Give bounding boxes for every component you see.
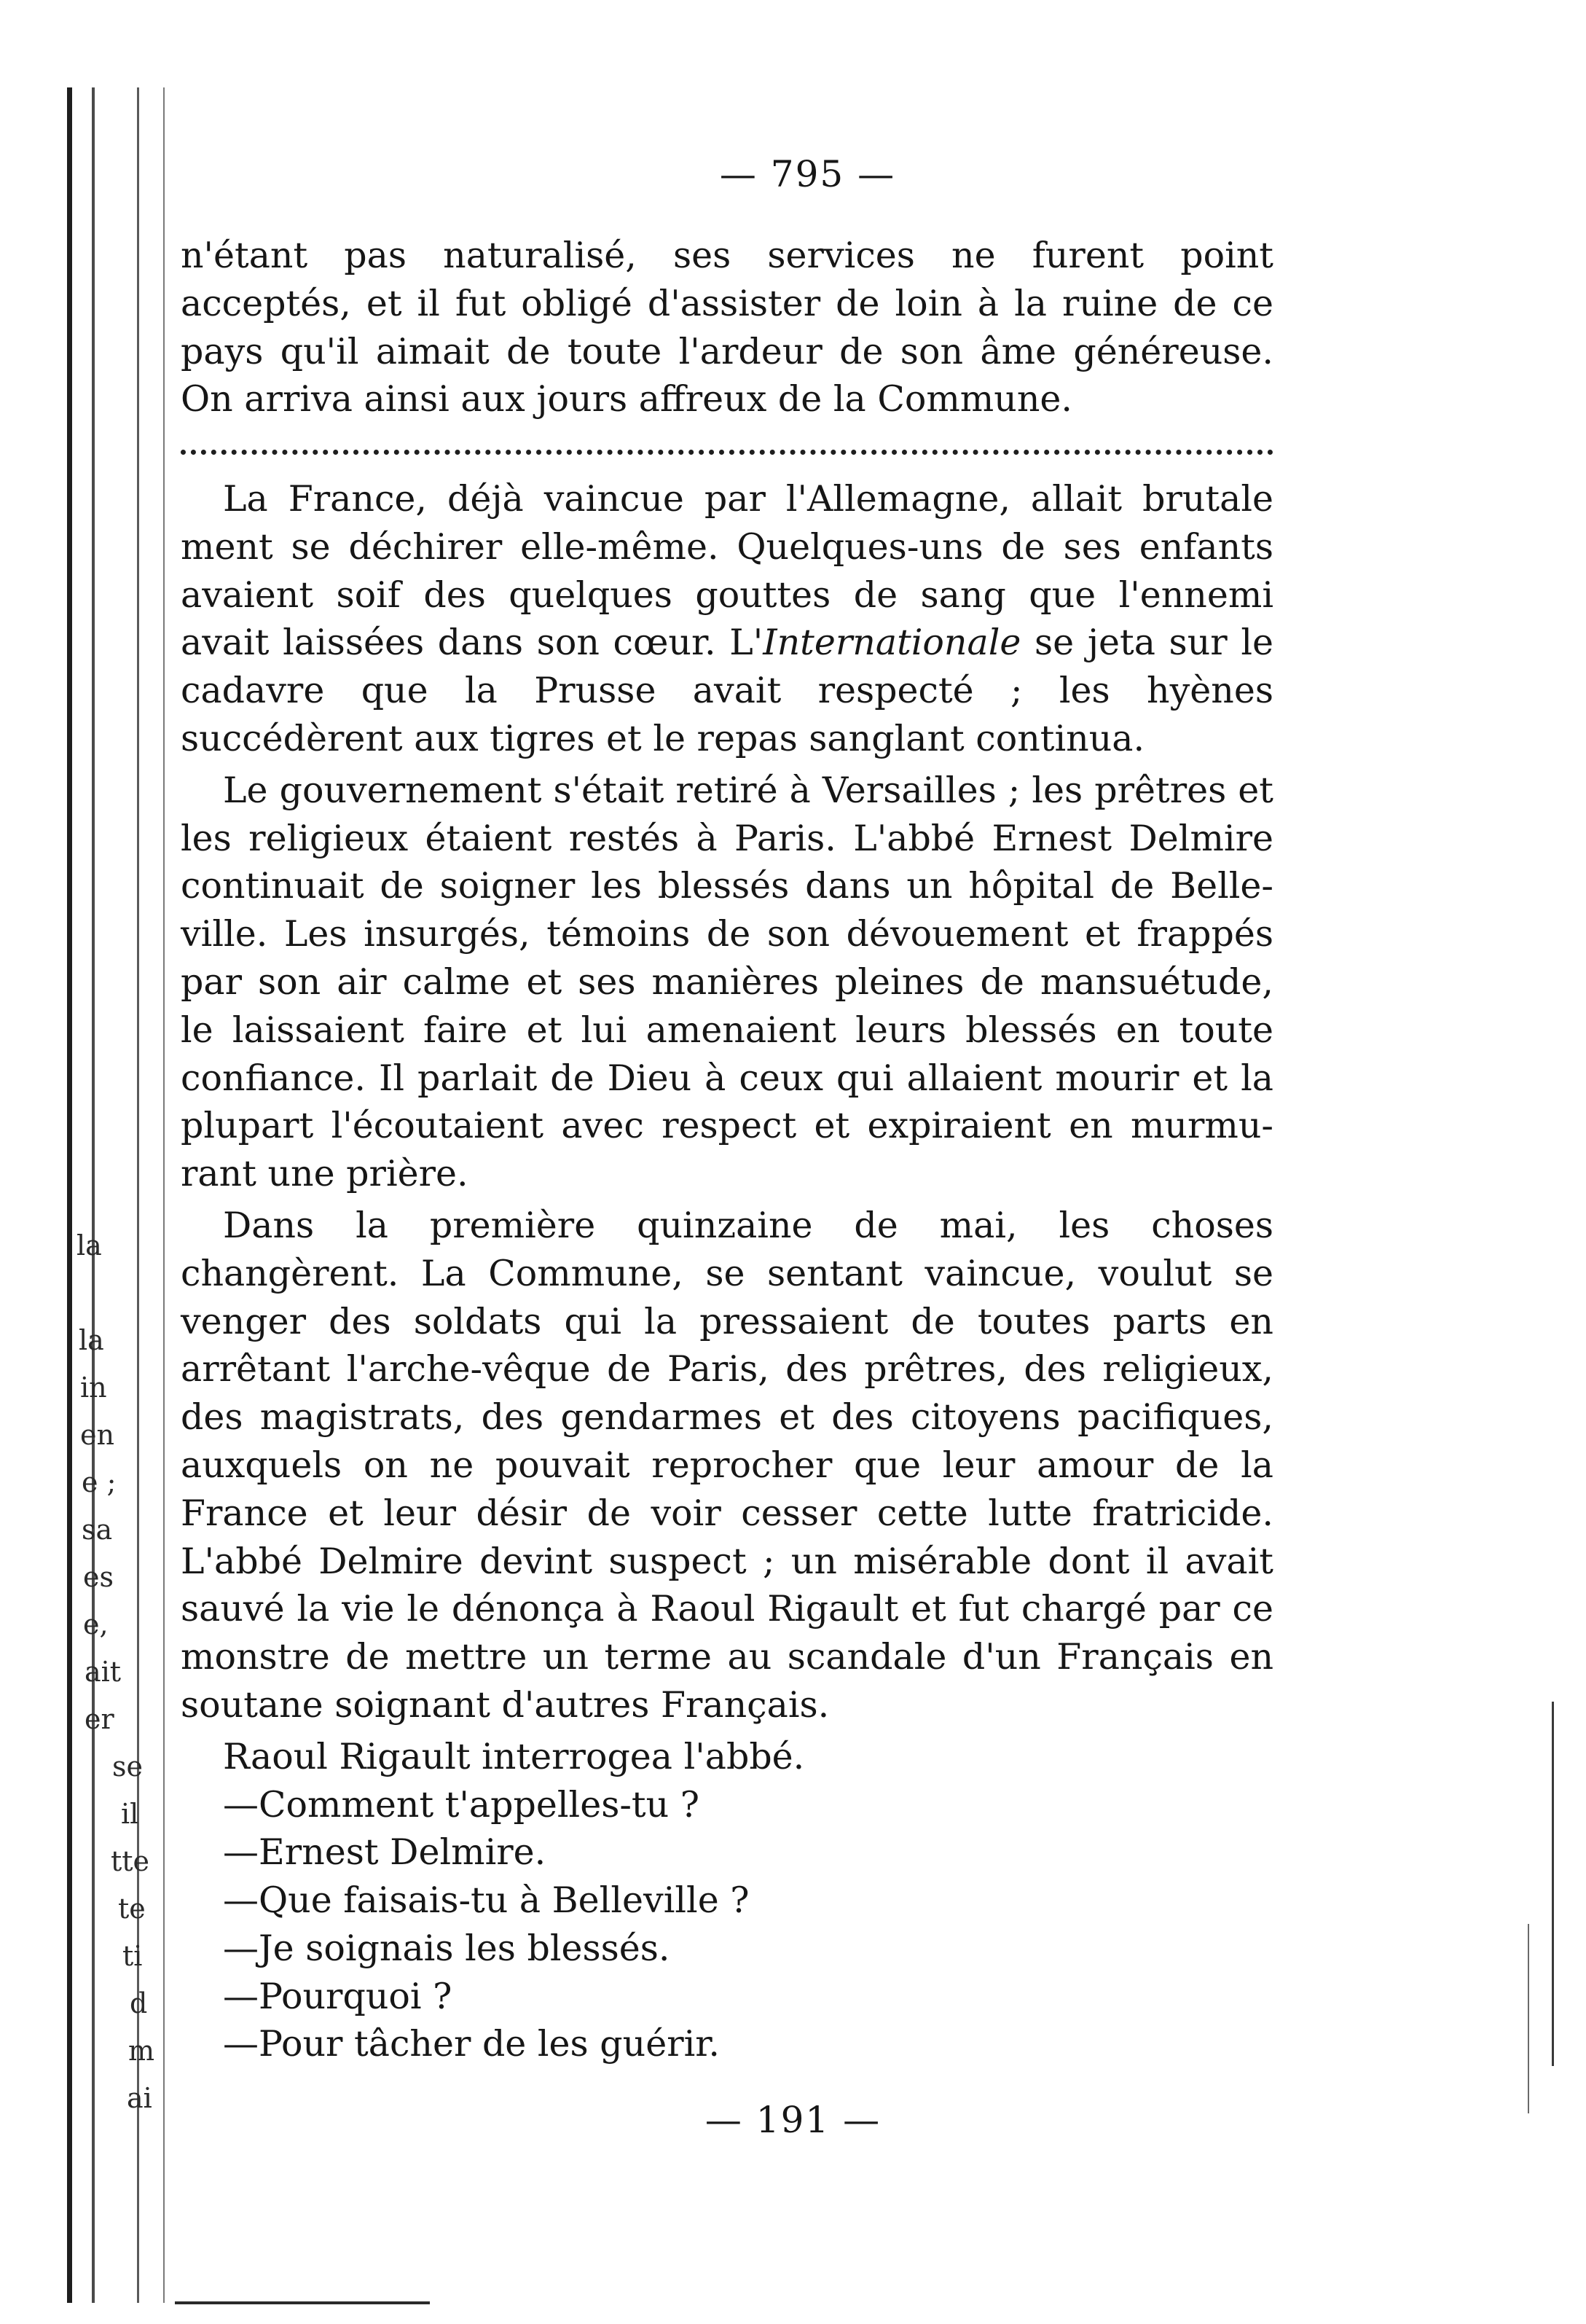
- paragraph: Dans la première quinzaine de mai, les choses changèrent. La Commune, se sentant vaincue, voulut se venger des soldats qui la pressaient de toutes parts en arrêtant l'arche-vêque de Paris, des prêtres, des religieux, des magistrats, des gendarmes et des citoyens pacifiques, auxquels on ne pouvait reprocher que leur amour de la France et leur désir de voir cesser cette lutte fratricide. L'abbé Delmire devint suspect ; un misérable dont il avait sauvé la vie le dénonça à Raoul Rigault et fut chargé par ce monstre de mettre un terme au scandale d'un Français en soutane soignant d'autres Français.: [181, 1204, 1273, 1726]
- bleed-fragment: e,: [83, 1608, 109, 1640]
- bleed-fragment: te: [118, 1893, 146, 1925]
- dialogue-line: —Je soignais les blessés.: [223, 1927, 670, 1969]
- bleed-fragment: tte: [111, 1845, 150, 1877]
- bleed-fragment: in: [80, 1372, 107, 1404]
- dialogue-line: —Comment t'appelles-tu ?: [223, 1783, 699, 1826]
- bottom-rule: [175, 2301, 430, 2304]
- emphasis-text: Internationale: [763, 622, 1021, 664]
- bleed-fragment: m: [128, 2035, 155, 2067]
- bleed-fragment: sa: [82, 1514, 113, 1546]
- bleed-fragment: er: [85, 1703, 114, 1735]
- bleed-fragment: la: [76, 1229, 102, 1261]
- paragraph: n'étant pas naturalisé, ses services ne furent point acceptés, et il fut obligé d'assister de loin à la ruine de ce pays qu'il aimait de toute l'ardeur de son âme généreuse. On arriva ainsi aux jours affreux de la Commune.: [181, 235, 1273, 420]
- paragraph: Le gouvernement s'était retiré à Versailles ; les prêtres et les religieux étaient restés à Paris. L'abbé Ernest Delmire continuait de soigner les blessés dans un hôpital de Belle-ville. Les insurgés, témoins de son dévouement et frappés par son air calme et ses manières pleines de mansuétude, le laissaient faire et lui amenaient leurs blessés en toute confiance. Il parlait de Dieu à ceux qui allaient mourir et la plupart l'écoutaient avec respect et expiraient en murmu-rant une prière.: [181, 769, 1273, 1195]
- facing-page-bleed: [0, 0, 175, 2324]
- bleed-fragment: ai: [127, 2082, 152, 2114]
- bleed-fragment: en: [80, 1419, 114, 1451]
- body-text: [181, 232, 1273, 2068]
- dialogue-line: —Pourquoi ?: [223, 1975, 452, 2017]
- bleed-fragment: d: [130, 1987, 148, 2019]
- page-number-bottom: — 191 —: [704, 2099, 882, 2141]
- dotted-separator: [181, 423, 1273, 472]
- paragraph: [181, 475, 1273, 763]
- paragraph-text: La France, déjà vaincue par l'Allemagne, allait brutale ment se déchirer elle-même. Quelques-uns de ses enfants avaient soif des quelques gouttes de sang que l'ennemi avait laissées dans son cœur. L': [181, 477, 1273, 664]
- bleed-fragment: se: [112, 1750, 143, 1783]
- bleed-fragment: la: [79, 1324, 104, 1356]
- bleed-fragment: ait: [85, 1656, 122, 1688]
- dialogue-line: —Ernest Delmire.: [223, 1831, 546, 1874]
- dialogue-line: —Que faisais-tu à Belleville ?: [223, 1879, 750, 1922]
- bleed-fragment: ti: [122, 1940, 143, 1972]
- dialogue-line: Raoul Rigault interrogea l'abbé.: [223, 1735, 805, 1777]
- bleed-fragment: e ;: [82, 1466, 117, 1498]
- bleed-fragment: es: [83, 1561, 114, 1593]
- scan-edge-mark: [1528, 1924, 1529, 2113]
- scan-edge-mark: [1552, 1702, 1554, 2066]
- bleed-fragment: il: [121, 1798, 139, 1830]
- page-number-top: — 795 —: [719, 153, 896, 195]
- paragraph-text: se jeta sur le cadavre que la Prusse avait respecté ; les hyènes succédèrent aux tigres et le repas sanglant continua.: [181, 622, 1273, 759]
- dialogue-line: —Pour tâcher de les guérir.: [223, 2023, 720, 2065]
